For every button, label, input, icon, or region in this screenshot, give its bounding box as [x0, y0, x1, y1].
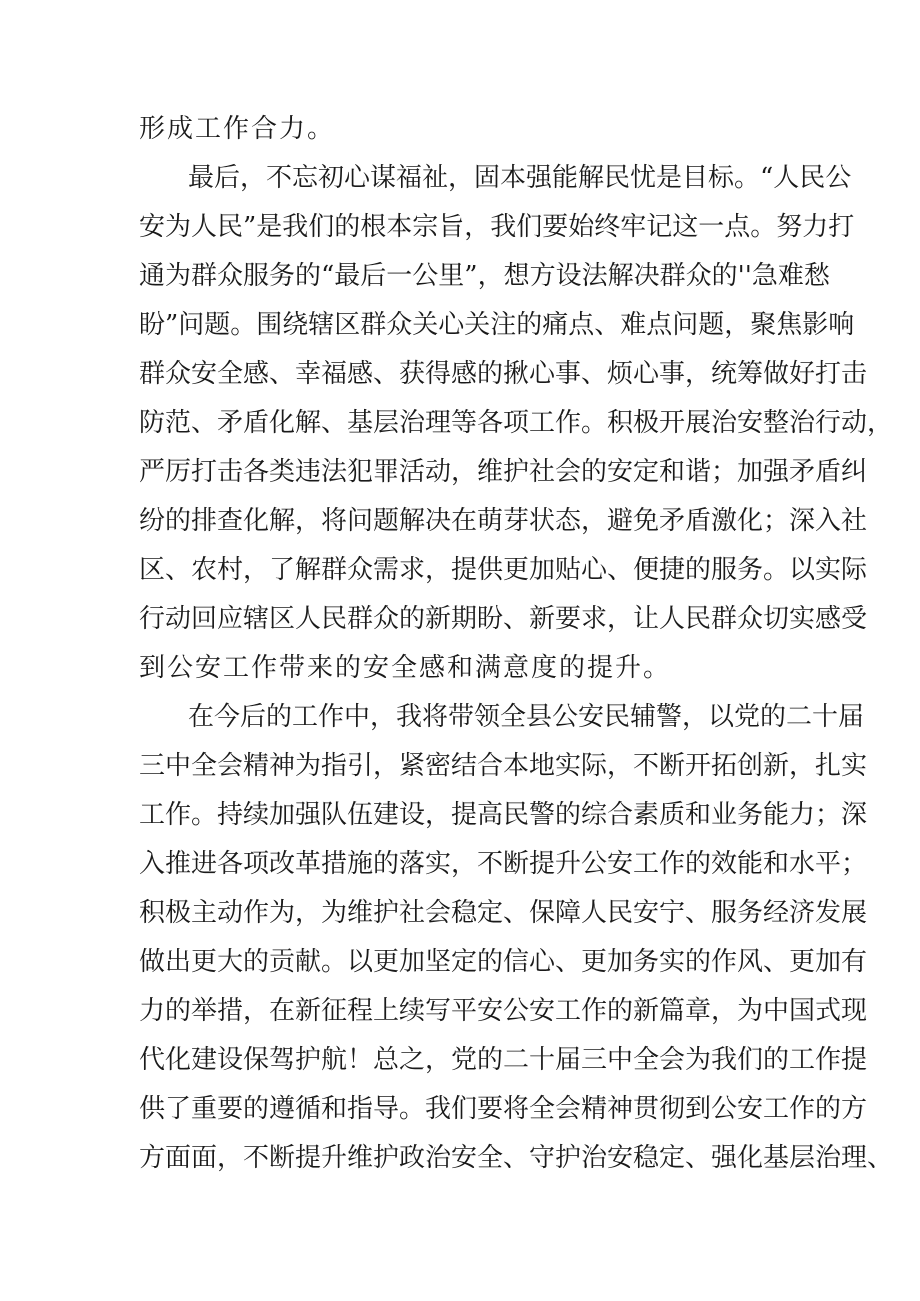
- text-line: 群众安全感、幸福感、获得感的揪心事、烦心事，统筹做好打击: [139, 359, 868, 389]
- text-line: 到公安工作带来的安全感和满意度的提升。: [139, 653, 672, 683]
- text-line: 方面面，不断提升维护政治安全、守护治安稳定、强化基层治理、: [139, 1143, 894, 1173]
- text-line: 三中全会精神为指引，紧密结合本地实际，不断开拓创新，扎实: [139, 751, 868, 781]
- text-line: 行动回应辖区人民群众的新期盼、新要求，让人民群众切实感受: [139, 604, 868, 634]
- text-line: 纷的排查化解，将问题解决在萌芽状态，避免矛盾激化；深入社: [139, 506, 868, 536]
- text-line: 严厉打击各类违法犯罪活动，维护社会的安定和谐；加强矛盾纠: [139, 457, 868, 487]
- text-line: 通为群众服务的“最后一公里”，想方设法解决群众的''急难愁: [139, 261, 830, 291]
- text-line: 形成工作合力。: [139, 114, 336, 144]
- text-line: 代化建设保驾护航！总之，党的二十届三中全会为我们的工作提: [139, 1045, 868, 1075]
- text-line: 积极主动作为，为维护社会稳定、保障人民安宁、服务经济发展: [139, 898, 868, 928]
- text-line: 供了重要的遵循和指导。我们要将全会精神贯彻到公安工作的方: [139, 1094, 868, 1124]
- text-line: 力的举措，在新征程上续写平安公安工作的新篇章，为中国式现: [139, 996, 868, 1026]
- text-line: 最后，不忘初心谋福祉，固本强能解民忧是目标。“人民公: [188, 163, 852, 193]
- text-line: 入推进各项改革措施的落实，不断提升公安工作的效能和水平；: [139, 849, 868, 879]
- text-line: 防范、矛盾化解、基层治理等各项工作。积极开展治安整治行动，: [139, 408, 894, 438]
- text-line: 工作。持续加强队伍建设，提高民警的综合素质和业务能力；深: [139, 800, 868, 830]
- text-line: 盼”问题。围绕辖区群众关心关注的痛点、难点问题，聚焦影响: [139, 310, 855, 340]
- text-line: 安为人民”是我们的根本宗旨，我们要始终牢记这一点。努力打: [139, 212, 855, 242]
- text-line: 区、农村，了解群众需求，提供更加贴心、便捷的服务。以实际: [139, 555, 868, 585]
- text-line: 做出更大的贡献。以更加坚定的信心、更加务实的作风、更加有: [139, 947, 868, 977]
- text-line: 在今后的工作中，我将带领全县公安民辅警，以党的二十届: [188, 702, 865, 732]
